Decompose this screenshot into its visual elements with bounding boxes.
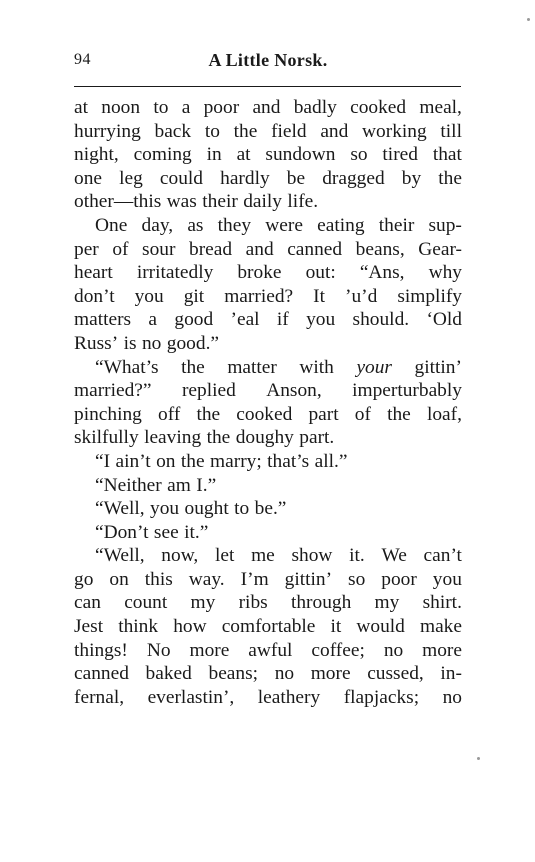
print-speck bbox=[477, 757, 480, 760]
page-number: 94 bbox=[74, 51, 91, 68]
text-line: heart irritatedly broke out: “Ans, why bbox=[74, 262, 462, 284]
running-title: A Little Norsk. bbox=[208, 50, 328, 70]
text-line: fernal, everlastin’, leathery flapjacks; no bbox=[74, 686, 462, 708]
text-line: skilfully leaving the doughy part. bbox=[74, 427, 335, 449]
text-line: “Don’t see it.” bbox=[95, 521, 209, 543]
text-line: canned baked beans; no more cussed, in- bbox=[74, 663, 462, 685]
text-line: “Well, now, let me show it. We can’t bbox=[95, 545, 462, 567]
text-line: things! No more awful coffee; no more bbox=[74, 639, 462, 661]
body-text bbox=[74, 96, 462, 709]
text-line: “I ain’t on the marry; that’s all.” bbox=[95, 450, 348, 472]
text-line: “Neither am I.” bbox=[95, 474, 217, 496]
text-line: per of sour bread and canned beans, Gear- bbox=[74, 238, 462, 260]
text-line: Jest think how comfortable it would make bbox=[74, 616, 462, 638]
text-line: matters a good ’eal if you should. ‘Old bbox=[74, 309, 462, 331]
text-line: hurrying back to the field and working till bbox=[74, 120, 462, 142]
text-line: night, coming in at sundown so tired that bbox=[74, 144, 462, 166]
text-line: Russ’ is no good.” bbox=[74, 332, 220, 354]
text-line: can count my ribs through my shirt. bbox=[74, 592, 462, 614]
page-header bbox=[74, 51, 462, 73]
text-line: pinching off the cooked part of the loaf, bbox=[74, 403, 462, 425]
header-rule bbox=[74, 86, 461, 87]
print-speck bbox=[527, 18, 530, 21]
text-line: go on this way. I’m gittin’ so poor you bbox=[74, 568, 462, 590]
text-line: “Well, you ought to be.” bbox=[95, 498, 287, 520]
text-line: at noon to a poor and badly cooked meal, bbox=[74, 97, 462, 118]
text-line: married?” replied Anson, imperturbably bbox=[74, 380, 462, 402]
text-line: other—this was their daily life. bbox=[74, 191, 319, 213]
text-line: don’t you git married? It ’u’d simplify bbox=[74, 285, 462, 307]
text-line: one leg could hardly be dragged by the bbox=[74, 167, 462, 189]
text-line: One day, as they were eating their sup- bbox=[95, 214, 462, 236]
text-line: “What’s the matter with your gittin’ bbox=[95, 356, 462, 378]
